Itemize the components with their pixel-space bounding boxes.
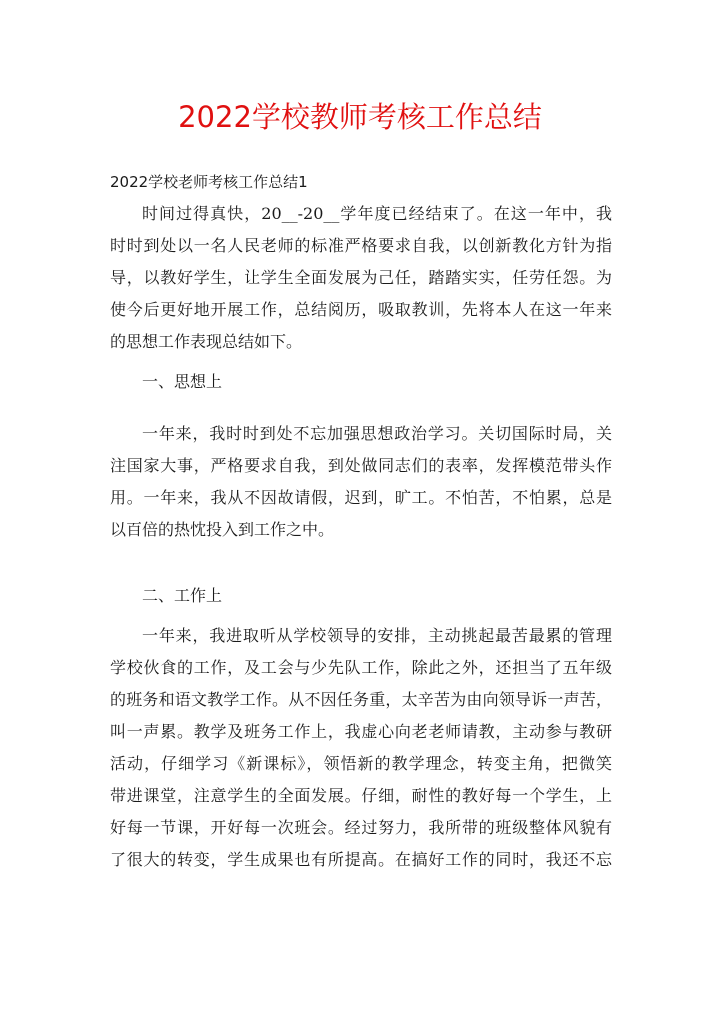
document-title: 2022学校教师考核工作总结 [178, 100, 542, 134]
text-line: 的思想工作表现总结如下。 [110, 332, 303, 351]
paragraph-intro [110, 198, 612, 358]
section-subtitle: 2022学校老师考核工作总结1 [110, 173, 308, 191]
text-line: 使今后更好地开展工作，总结阅历，吸取教训，先将本人在这一年来 [110, 300, 612, 319]
text-line: 一年来，我时时到处不忘加强思想政治学习。关切国际时局，关 [142, 424, 612, 443]
text-line: 的班务和语文教学工作。从不因任务重，太辛苦为由向领导诉一声苦， [110, 690, 612, 709]
heading-work [110, 580, 612, 612]
text-line: 好每一节课，开好每一次班会。经过努力，我所带的班级整体风貌有 [110, 818, 612, 837]
text-line: 用。一年来，我从不因故请假，迟到，旷工。不怕苦，不怕累，总是 [110, 488, 612, 507]
text-line: 学校伙食的工作，及工会与少先队工作，除此之外，还担当了五年级 [110, 658, 612, 677]
text-line: 活动，仔细学习《新课标》，领悟新的教学理念，转变主角，把微笑 [110, 754, 612, 773]
text-line: 以百倍的热忱投入到工作之中。 [110, 520, 335, 539]
text-line: 时时到处以一名人民老师的标准严格要求自我，以创新教化方针为指 [110, 236, 612, 255]
text-line: 叫一声累。教学及班务工作上，我虚心向老老师请教，主动参与教研 [110, 722, 612, 741]
text-line: 注国家大事，严格要求自我，到处做同志们的表率，发挥模范带头作 [110, 456, 612, 475]
text-line: 导，以教好学生，让学生全面发展为己任，踏踏实实，任劳任怨。为 [110, 268, 612, 287]
heading-thought [110, 366, 612, 398]
paragraph-thought [110, 418, 612, 546]
paragraph-work [110, 620, 612, 876]
text-line: 时间过得真快，20__-20__学年度已经结束了。在这一年中，我 [142, 204, 612, 223]
section-heading: 二、工作上 [142, 586, 223, 605]
section-heading: 一、思想上 [142, 372, 223, 391]
text-line: 一年来，我进取听从学校领导的安排，主动挑起最苦最累的管理 [142, 626, 612, 645]
text-line: 带进课堂，注意学生的全面发展。仔细，耐性的教好每一个学生，上 [110, 786, 612, 805]
text-line: 了很大的转变，学生成果也有所提高。在搞好工作的同时，我还不忘 [110, 850, 612, 869]
